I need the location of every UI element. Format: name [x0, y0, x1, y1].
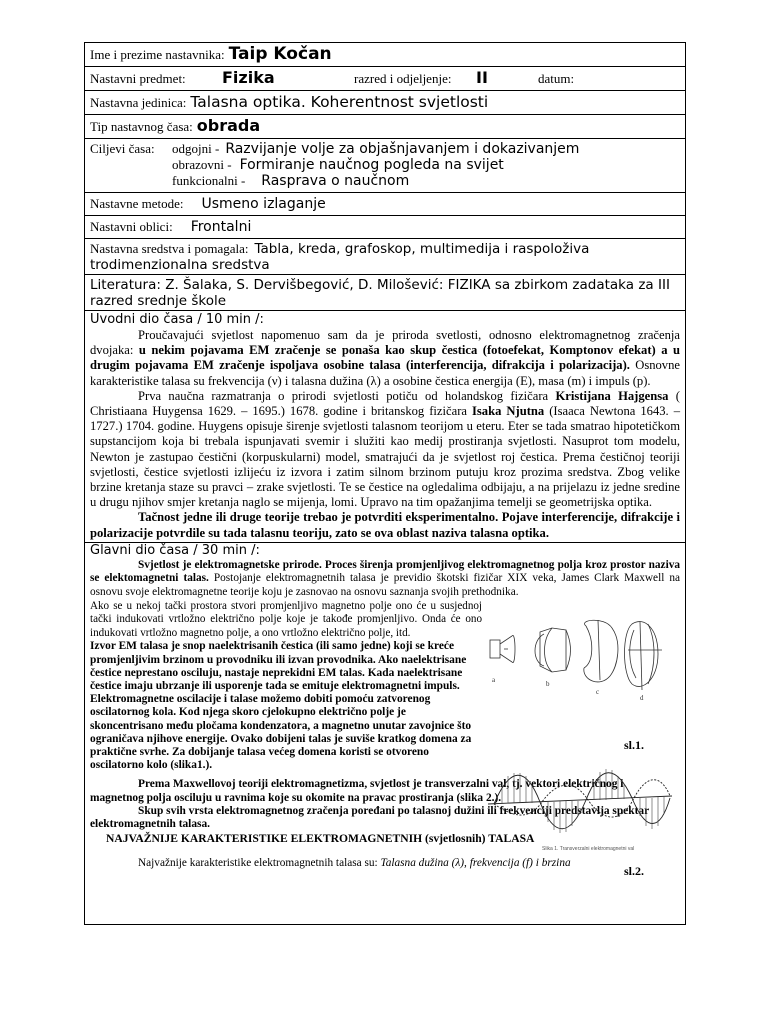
huygens-name: Kristijana Hajgensa — [555, 388, 669, 403]
unit-label: Nastavna jedinica: — [90, 95, 187, 110]
grade-label: razred i odjeljenje: — [354, 71, 452, 86]
row-intro — [85, 311, 686, 543]
intro-p2-text: Prva naučna razmatranja o prirodi svjetlosti potiču od holandskog fizičara — [138, 388, 549, 403]
intro-p2-mid: ( Christiaana Huygensa 1629. – 1695.) 1678. godine i britanskog fizičara — [90, 388, 680, 419]
methods-label: Nastavne metode: — [90, 196, 184, 211]
main-paragraph-1 — [90, 559, 680, 600]
row-subject — [85, 67, 686, 91]
intro-paragraph-2 — [90, 389, 680, 511]
tools-value: Tabla, kreda, grafoskop, multimedija i raspoloživa trodimenzionalna sredstva — [90, 241, 590, 273]
main-right-column — [482, 600, 678, 878]
row-main — [85, 542, 686, 924]
main-heading: Glavni dio časa / 30 min /: — [90, 542, 260, 558]
main-paragraph-5: NAJVAŽNIJE KARAKTERISTIKE ELEKTROMAGNETNIH (svjetlosnih) TALASA — [106, 832, 535, 846]
main-p6-italic: Talasna dužina (λ), frekvencija (f) i brzina — [380, 857, 571, 870]
goals-label: Ciljevi časa: — [90, 141, 155, 156]
goal-ed2-label: obrazovni - — [172, 157, 232, 172]
row-goals — [85, 139, 686, 193]
main-paragraph-4: Skup svih vrsta elektromagnetnog zračenja poređani po talasnoj dužini ili frekvenciji predstavlja spektar elektromagnetnih talasa. — [90, 804, 649, 831]
figure-2-subcaption: Slika 1. Transverzalni elektromagnetni val — [542, 845, 635, 852]
row-methods — [85, 193, 686, 216]
figure-2-caption: sl.2. — [623, 863, 644, 878]
type-value: obrada — [196, 116, 261, 135]
newton-name: Isaka Njutna — [472, 404, 545, 419]
svg-text:d: d — [640, 693, 644, 702]
row-literature — [85, 275, 686, 311]
svg-text:a: a — [492, 675, 496, 684]
main-p1-bold: Svjetlost je elektromagnetske prirode. Proces širenja promjenljivog elektromagnetnog polja kroz prostor naziva se elektomagnetni talas. — [90, 558, 680, 585]
lit-value: Z. Šalaka, S. Dervišbegović, D. Milošević: FIZIKA sa zbirkom zadataka za III razred srednje škole — [90, 277, 670, 309]
main-paragraph-2: Izvor EM talasa je snop naelektrisanih čestica (ili samo jedne) koji se kreće promjenljivim brzinom u provodniku ili izvan provodnika. Ako naelektrisane čestice neprestano osciluju, nastaje neprekidni EM talas. Kada naelektrisane čestice imaju ubrzanje ili usporenje tada se emituje elektromagnetni impuls. Elektromagnetne oscilacije i talase možemo dobiti pomoću zatvorenog oscilatornog kola. Kod njega skoro cjelokupno električno polje je skoncentrisano među pločama kondenzatora, a magnetno unutar zavojnice što ograničava njihove energije. Ovako dobijeni talas je suviše kratkog domena za praktične svrhe. Za dobijanje talasa većeg domena koristi se otvoreno oscilatorno kolo (slika1.). — [90, 640, 472, 772]
row-tools — [85, 239, 686, 275]
tools-label: Nastavna sredstva i pomagala: — [90, 241, 249, 256]
main-paragraph-6 — [90, 857, 680, 871]
lesson-plan-table — [84, 42, 686, 925]
row-teacher — [85, 43, 686, 67]
subject-value: Fizika — [222, 68, 275, 87]
forms-value: Frontalni — [190, 219, 252, 235]
goal-ed2-value: Formiranje naučnog pogleda na svijet — [239, 157, 504, 173]
subject-label: Nastavni predmet: — [90, 71, 186, 86]
intro-p1-bold: u nekim pojavama EM zračenje se ponaša kao skup čestica (fotoefekat, Komptonov efekat) a u drugim pojavama EM zračenje ispoljava osobine talasa (interferencija, difrakcija i polarizacija). — [90, 343, 680, 373]
grade-value: II — [476, 68, 488, 87]
row-forms — [85, 216, 686, 239]
goal-fun-label: funkcionalni - — [172, 173, 246, 188]
goal-edu-label: odgojni - — [172, 141, 220, 156]
intro-paragraph-1 — [90, 328, 680, 389]
main-paragraph-3: Prema Maxwellovoj teoriji elektromagnetizma, svjetlost je transverzalni val, tj. vektori električnog i magnetnog polja osciluju u ravnima koje su okomite na pravac prostiranja (slika 2.). — [90, 778, 624, 804]
lit-label: Literatura: — [90, 277, 161, 293]
teacher-name: Taip Kočan — [228, 44, 332, 64]
main-p1-text: Postojanje elektromagnetnih talasa je previdio škotski fizičar XIX veka, James Clark Maxwell na osnovu svoje elektromagnetne teorije koju je zasnovao na osnovu saznanja svojih prethodnika. — [90, 572, 680, 599]
intro-p2-rest: (Isaaca Newtona 1643. – 1727.) 1704. godine. Huygens opisuje širenje svjetlosti talasnom teorijom u eteru. Eter se tada smatrao hipotetičkom supstancijom koja bi trebala ispunjavati svemir i služiti kao medij prostiranja svjetlosti. Nasuprot tom modelu, Newton je zastupao čestični (korpuskularni) model, smatrajući da je svjetlost roj čestica. Prema čestičnoj teoriji svjetlosti, čestice svjetlosti izlijeću iz izvora i zatim silnom brzinom putuju kroz prozima sredstva. Zbog velike brzine kretanja staze su pravci – zrake svjetlosti. Te se čestice na ogledalima odbijaju, a na prijelazu iz jedne sredine u drugu njihov smjer kretanja naglo se mijenja, lomi. Upravo na tim opažanjima temelji se geometrijska optika. — [90, 404, 680, 510]
date-label: datum: — [538, 71, 575, 86]
teacher-label: Ime i prezime nastavnika: — [90, 47, 225, 62]
main-paragraph-1b: Ako se u nekoj tački prostora stvori promjenljivo magnetno polje ono će u susjednoj tački indukovati vrtložno električno polje koje je takođe promjenljivo. Onda će ono indukovati vrtložno magnetno polje, a ono vrtložno električno polje, itd. — [90, 599, 482, 639]
intro-p1-rest: Osnovne karakteristike talasa su frekvencija (ν) i talasna dužina (λ) a osobine čestica energija (E), masa (m) i impuls (p). — [90, 358, 680, 388]
goal-edu-value: Razvijanje volje za objašnjavanjem i dokazivanjem — [225, 141, 580, 157]
row-type — [85, 115, 686, 139]
figure-1-oscillator — [482, 610, 678, 706]
figure-2-em-wave — [482, 756, 678, 852]
type-label: Tip nastavnog časa: — [90, 119, 193, 134]
intro-heading: Uvodni dio časa / 10 min /: — [90, 312, 264, 327]
main-p6-text: Najvažnije karakteristike elektromagnetnih talasa su: — [138, 857, 378, 870]
goal-fun-value: Rasprava o naučnom — [261, 173, 410, 189]
lesson-plan-sheet — [84, 42, 686, 925]
main-left-column — [90, 600, 482, 773]
figure-1-caption: sl.1. — [623, 737, 644, 752]
intro-paragraph-3: Tačnost jedne ili druge teorije trebao je potvrditi eksperimentalno. Pojave interferencije, difrakcije i polarizacije potvrdile su tada talasnu teoriju, zato se ova oblast naziva talasna optika. — [90, 510, 680, 540]
row-unit — [85, 91, 686, 115]
methods-value: Usmeno izlaganje — [201, 196, 326, 212]
svg-text:c: c — [596, 687, 600, 696]
unit-value: Talasna optika. Koherentnost svjetlosti — [190, 93, 489, 111]
forms-label: Nastavni oblici: — [90, 219, 173, 234]
intro-p1-text: Proučavajući svjetlost napomenuo sam da je priroda svetlosti, odnosno elektromagnetnog zračenja dvojaka: — [90, 328, 680, 358]
svg-text:b: b — [546, 679, 550, 688]
